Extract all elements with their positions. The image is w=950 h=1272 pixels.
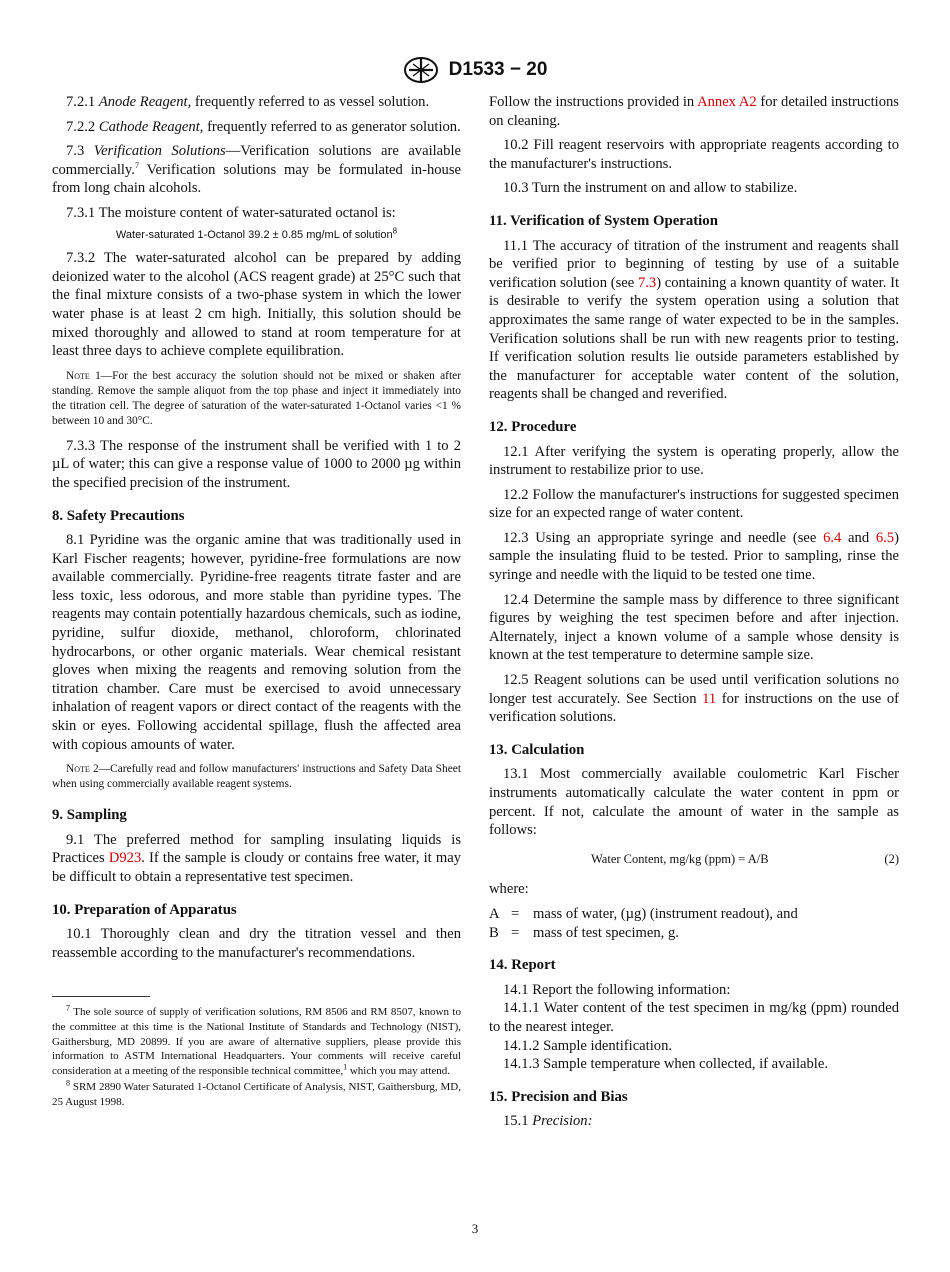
link-annex-a2[interactable]: Annex A2 [697,94,757,110]
para-7-2-1: 7.2.1 Anode Reagent, frequently referred to as vessel solution. [66,94,430,110]
para-12-4: 12.4 Determine the sample mass by difference to three significant figures by weighing the test specimen before and after injection. Alternately, inject a known volume of a sample whose density is known at the test temperature to determine sample size. [489,591,899,664]
page-number: 3 [471,1221,479,1236]
section-9-heading: 9. Sampling [52,807,127,824]
para-10-3: 10.3 Turn the instrument on and allow to stabilize. [503,180,798,197]
equation-number: (2) [884,851,899,866]
para-12-5: 12.5 Reagent solutions can be used until verification solutions no longer test accurately. See Section 11 for instructions on the use of verification solutions. [489,672,899,726]
link-7-3[interactable]: 7.3 [637,274,657,291]
section-14-heading: 14. Report [489,957,556,974]
section-15-heading: 15. Precision and Bias [489,1088,628,1105]
equation-2 [489,850,899,869]
para-7-3: 7.3 Verification Solutions—Verification solutions are available commercially.$^7$ Verification solutions may be formulated in-house from long chain alcohols. [52,143,461,197]
document-code: D1533 − 20 [448,59,548,80]
para-14-1-2: 14.1.2 Sample identification. [503,1037,673,1054]
para-7-3-3: 7.3.3 The response of the instrument shall be verified with 1 to 2 µL of water; this can give a response value of 1000 to 2000 µg within the specified precision of the instrument. [52,437,461,491]
para-12-1: 12.1 After verifying the system is operating properly, allow the instrument to restabilize prior to use. [489,443,899,479]
section-12-heading: 12. Procedure [489,418,577,435]
footnote-rule [52,996,150,997]
where-label: where: [489,881,529,898]
para-14-1-3: 14.1.3 Sample temperature when collected, if available. [503,1056,828,1073]
equation-expression: Water Content, mg/kg (ppm) = A/B [591,851,769,866]
note-2: Note 2—Carefully read and follow manufacturers' instructions and Safety Data Sheet when using commercially available reagent systems. [52,763,461,791]
para-14-1-1: 14.1.1 Water content of the test specimen in mg/kg (ppm) rounded to the nearest integer. [489,1000,899,1035]
para-8-1: 8.1 Pyridine was the organic amine that was traditionally used in Karl Fischer reagents; however, pyridine-free formulations are now available commercially. Pyridine-free reagents titrate faster and are less toxic, less odorous, and more stable than pyridine types. The reagents may contain potentially hazardous chemicals, such as iodine, pyridine, sulfur dioxide, methanol, chloroform, chlorinated hydrocarbons, or other organic materials. Wear chemical resistant gloves when mixing the reagents and removing solution from the titration chamber. Care must be exercised to avoid unnecessary inhalation of reagent vapors or direct contact of the reagents with the skin or eyes. Following accidental spillage, flush the affected area with copious amounts of water. [52,532,461,753]
para-15-1: 15.1 Precision: [503,1113,593,1130]
para-13-1: 13.1 Most commercially available coulometric Karl Fischer instruments automatically calculate the water content in ppm or percent. If not, calculate the amount of water in the sample as follows: [489,766,899,839]
para-11-1: 11.1 The accuracy of titration of the instrument and reagents shall be verified prior to beginning of testing by use of a suitable verification solution (see 7.3) containing a known quantity of water. It is desirable to verify the system operation using a solution that approximates the same range of water expected to be in the samples. Verification solutions shall be run with new reagents prior to testing. If verification solution results lie outside parameters established by the manufacturer for acceptable water content of the solution, reagents shall be changed and reverified. [489,237,900,403]
equation-octanol: Water-saturated 1-Octanol 39.2 ± 0.85 mg/mL of solution$^8$ [115,225,398,241]
section-11-heading: 11. Verification of System Operation [489,212,718,229]
left-column [52,93,461,1112]
section-8-heading: 8. Safety Precautions [52,507,185,524]
symbol-definitions [489,905,899,942]
footnote-8: $^8$ SRM 2890 Water Saturated 1-Octanol Certificate of Analysis, NIST, Gaithersburg, MD, 25 August 1998. [52,1078,461,1108]
para-10-1: 10.1 Thoroughly clean and dry the titration vessel and then reassemble according to the manufacturer's recommendations. [52,926,461,961]
link-6-5[interactable]: 6.5 [875,529,895,546]
para-7-2-2: 7.2.2 Cathode Reagent, frequently referred to as generator solution. [66,118,461,135]
note-1: Note 1—For the best accuracy the solution should not be mixed or shaken after standing. Remove the sample aliquot from the top phase and inject it immediately into the titration cell. The degree of saturation of the water-saturated 1-Octanol varies <1 % between 10 and 30°C. [52,369,461,427]
right-column [489,93,899,1137]
para-10-1-continued: Follow the instructions provided in Annex A2 for detailed instructions on cleaning. [489,94,899,129]
para-7-3-2: 7.3.2 The water-saturated alcohol can be prepared by adding deionized water to the alcohol (ACS reagent grade) at 25°C such that the final mixture consists of a two-phase system in which the lower water phase is at least 2 cm high. Initially, this solution should be mixed thoroughly and allowed to stand at room temperature for at least three days to achieve complete equilibration. [52,250,461,360]
link-d923[interactable]: D923 [108,850,142,867]
para-7-3-1: 7.3.1 The moisture content of water-saturated octanol is: [66,204,396,221]
link-section-11[interactable]: 11 [702,690,717,707]
section-10-heading: 10. Preparation of Apparatus [52,901,237,918]
para-14-1: 14.1 Report the following information: [503,981,731,998]
para-12-2: 12.2 Follow the manufacturer's instructions for suggested specimen size for an expected range of water content. [489,486,899,522]
footnote-7: $^7$ The sole source of supply of verification solutions, RM 8506 and RM 8507, known to the committee at this time is the National Institute of Standards and Technology (NIST), Gaithersburg, MD 20899. If you are aware of alternative suppliers, please provide this information to ASTM International Headquarters. Your comments will receive careful consideration at a meeting of the responsible technical committee,$^1$ which you may attend. [52,1003,461,1077]
astm-logo-icon [403,56,439,84]
definition-b: B = mass of test specimen, g. [489,924,679,941]
page-header [0,56,950,84]
para-9-1: 9.1 The preferred method for sampling insulating liquids is Practices D923. If the sample is cloudy or contains free water, it may be difficult to obtain a representative test specimen. [52,831,462,885]
para-10-2: 10.2 Fill reagent reservoirs with appropriate reagents according to the manufacturer's instructions. [489,137,899,172]
definition-a: A = mass of water, (µg) (instrument readout), and [489,905,798,922]
section-13-heading: 13. Calculation [489,741,585,758]
link-6-4[interactable]: 6.4 [823,529,842,546]
para-12-3: 12.3 Using an appropriate syringe and needle (see 6.4 and 6.5) sample the insulating fluid to be tested. Prior to sampling, rinse the syringe and needle with the liquid to be tested one time. [489,529,899,584]
